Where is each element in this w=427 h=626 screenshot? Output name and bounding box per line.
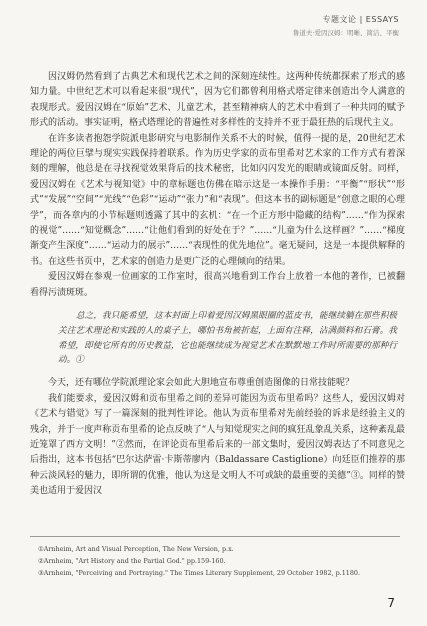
quote-text: 总之，我只能希望，这本封面上印着爱因汉姆黑眼圈的蓝皮书，能继续躺在那些积极关注艺术理论和实践的人的桌子上，哪怕书角被折起，上面有注释，沾满颜料和石膏。我希望，即使它所有的历史教益，它也能继续成为视觉艺术在默默地工作时所需要的那种行动。① [58,311,397,366]
paragraph: 爱因汉姆在参观一位画家的工作室时，很高兴地看到工作台上放着一本他的著作，已被翻看得污渍斑斑。 [30,272,405,298]
footnote: ③Arnheim, "Perceiving and Portraying." The Times Literary Supplement, 29 October 1982, p.1180. [38,569,360,577]
page-number: 7 [387,596,395,610]
paragraph: 今天，还有哪位学院派理论家会如此大胆地宣布尊重创造图像的日常技能呢？ [48,378,355,389]
paragraph: 我们能要求，爱因汉姆和贡布里希之间的差异可能因为贡布里希吗？这些人，爱因汉姆对《艺术与错觉》写了一篇深刻的批判性评论。他认为贡布里希对先前经验的诉求是经验主义的残余，并于一度声称贡布里希的论点反映了“人与知觉现实之间的疯狂乱象乱关系，这种紊乱最近笼罩了西方文明！”②然而，在评论贡布里希后来的一部文集时，爱因汉姆表达了不同意见之后指出，这本书包括“巴尔达萨雷·卡斯蒂廖内（Baldassare Castiglione）向廷臣们推荐的那种云淡风轻的魅力，即所谓的优雅，他认为这是文明人不可或缺的最重要的美德”③。同样的赞美也适用于爱因汉 [30,393,405,497]
header-title: 专题文论 | ESSAYS [322,15,399,24]
footnotes [30,536,400,579]
body-text [30,70,405,500]
footnote: ②Arnheim, "Art History and the Partial God." pp.159-160. [38,557,226,565]
block-quote [58,309,397,368]
running-header [293,14,399,37]
paragraph: 因汉姆仍然看到了古典艺术和现代艺术之间的深刻连续性。这两种传统都探索了形式的感知力量。中世纪艺术可以看起来很“现代”，因为它们都曾利用格式塔定律来创造出令人满意的表现形式。爱因汉姆在“原始”艺术、儿童艺术，甚至精神病人的艺术中看到了一种共同的赋予形式的活动。事实证明，格式塔理论的普遍性对多样性的支持并不亚于最狂热的后现代主义。 [30,72,405,129]
header-subtitle: 鲁道夫·爱因汉姆：明晰、简洁、平衡 [292,29,399,37]
paragraph: 在许多读者抱怨学院派电影研究与电影制作关系不大的时候，值得一提的是，20世纪艺术理论的两位巨擘与现实实践保持着联系。作为历史学家的贡布里希对艺术家的工作方式有着深刻的理解，他总是在寻找视觉效果背后的技术秘密，比如闪闪发光的眼睛或镜面反射。同样，爱因汉姆在《艺术与视知觉》中的章标题也仿佛在暗示这是一本操作手册：“平衡”“形状”“形式”“发展”“空间”“光线”“色彩”“运动”“张力”和“表现”。但这本书的副标题是“创意之眼的心理学”，而各章内的小节标题则透露了其中的玄机：“在一个正方形中隐藏的结构”……“作为探索的视觉”……“知觉概念”……“让他们看到的好处在于？”……“儿童为什么这样画？”……“梯度渐变产生深度”……“运动力的展示”……“表现性的优先地位”。毫无疑问，这是一本提供解释的书。在这些书页中，艺术家的创造力是更广泛的心理倾向的结果。 [30,133,405,267]
footnote: ①Arnheim, Art and Visual Perception, The New Version, p.x. [38,545,234,553]
